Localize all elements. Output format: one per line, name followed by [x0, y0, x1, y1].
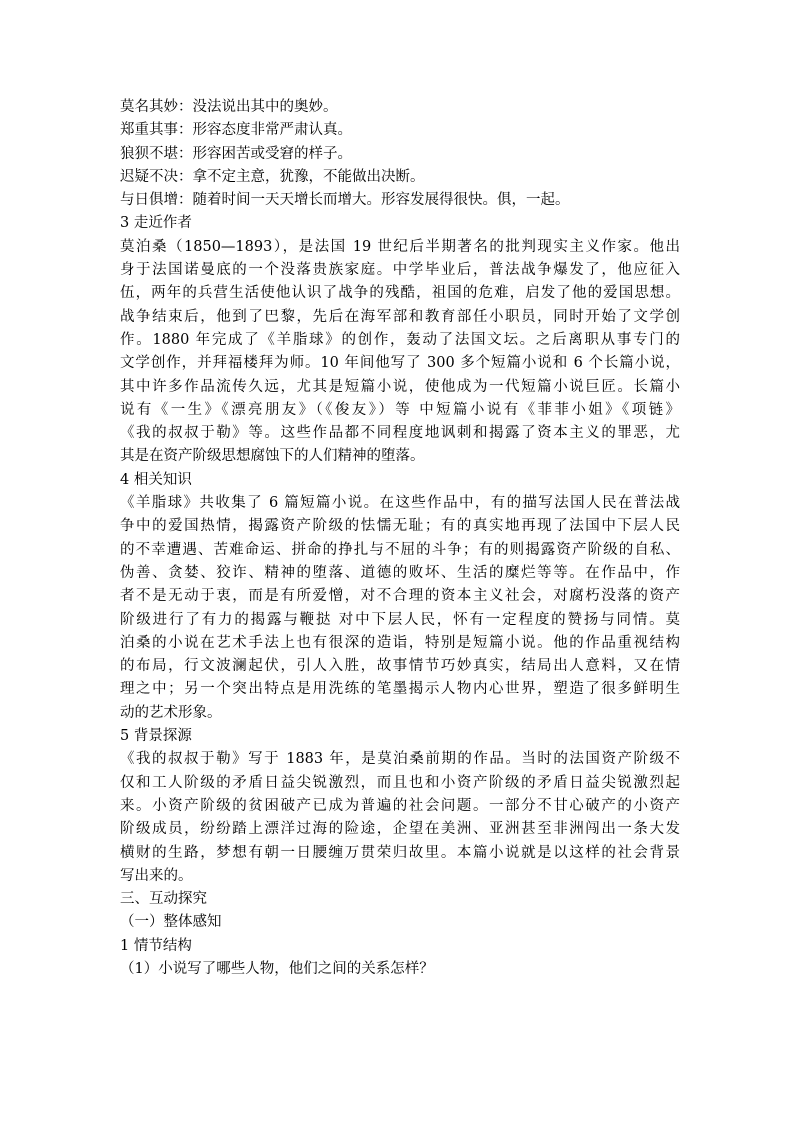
- section-heading-background: 5 背景探源: [120, 728, 192, 745]
- paragraph-line: 仅和工人阶级的矛盾日益尖锐激烈，而且也和小资产阶级的矛盾日益尖锐激烈起: [120, 774, 680, 791]
- vocab-item: 与日俱增：随着时间一天天增长而增大。形容发展得很快。俱，一起。: [120, 192, 570, 209]
- paragraph-line: 的布局，行文波澜起伏，引人入胜，故事情节巧妙真实，结局出人意料，又在情: [120, 658, 680, 675]
- paragraph-line: 的不幸遭遇、苦难命运、拼命的挣扎与不屈的斗争；有的则揭露资产阶级的自私、: [120, 541, 680, 558]
- paragraph-line: 理之中；另一个突出特点是用洗练的笔墨揭示人物内心世界，塑造了很多鲜明生: [120, 681, 680, 698]
- question-text: （1）小说写了哪些人物，他们之间的关系怎样？: [120, 960, 434, 977]
- vocabulary-list: [120, 96, 680, 212]
- paragraph-line: 伪善、贪婪、狡诈、精神的堕落、道德的败坏、生活的糜烂等等。在作品中，作: [120, 564, 680, 581]
- item-heading: 1 情节结构: [120, 937, 192, 954]
- paragraph-line: 其中许多作品流传久远，尤其是短篇小说，使他成为一代短篇小说巨匠。长篇小: [120, 378, 680, 395]
- section-heading-author: 3 走近作者: [120, 215, 192, 232]
- subsection-heading: （一）整体感知: [120, 914, 222, 931]
- paragraph-line: 阶级进行了有力的揭露与鞭挞 对中下层人民，怀有一定程度的赞扬与同情。莫: [120, 611, 680, 628]
- paragraph-line: 《羊脂球》共收集了 6 篇短篇小说。在这些作品中，有的描写法国人民在普法战: [120, 495, 680, 512]
- paragraph-line: 说有《一生》《漂亮朋友》（《俊友》）等 中短篇小说有《菲菲小姐》《项链》: [120, 401, 680, 418]
- vocab-item: 郑重其事：形容态度非常严肃认真。: [120, 122, 352, 139]
- paragraph-line: 战争结束后，他到了巴黎，先后在海军部和教育部任小职员，同时开始了文学创: [120, 308, 680, 325]
- section-heading-knowledge: 4 相关知识: [120, 471, 192, 488]
- paragraph-line: 伍，两年的兵营生活使他认识了战争的残酷，祖国的危难，启发了他的爱国思想。: [120, 285, 680, 302]
- paragraph-line: 《我的叔叔于勒》等。这些作品都不同程度地讽刺和揭露了资本主义的罪恶，尤: [120, 425, 680, 442]
- paragraph-line: 文学创作，并拜福楼拜为师。10 年间他写了 300 多个短篇小说和 6 个长篇小说，: [120, 355, 680, 372]
- paragraph-line: 《我的叔叔于勒》写于 1883 年，是莫泊桑前期的作品。当时的法国资产阶级不: [120, 751, 680, 768]
- author-paragraph: [120, 236, 680, 469]
- paragraph-line: 其是在资产阶级思想腐蚀下的人们精神的堕落。: [120, 448, 425, 465]
- vocab-item: 莫名其妙：没法说出其中的奥妙。: [120, 99, 338, 115]
- paragraph-line: 来。小资产阶级的贫困破产已成为普遍的社会问题。一部分不甘心破产的小资产: [120, 797, 680, 814]
- vocab-item: 迟疑不决：拿不定主意，犹豫，不能做出决断。: [120, 168, 425, 185]
- knowledge-paragraph: [120, 492, 680, 725]
- paragraph-line: 莫泊桑（1850—1893），是法国 19 世纪后半期著名的批判现实主义作家。他出: [120, 238, 680, 255]
- paragraph-line: 写出来的。: [120, 867, 193, 884]
- paragraph-line: 阶级成员，纷纷踏上漂洋过海的险途，企望在美洲、亚洲甚至非洲闯出一条大发: [120, 821, 680, 838]
- document-page: [120, 96, 680, 981]
- paragraph-line: 泊桑的小说在艺术手法上也有很深的造诣，特别是短篇小说。他的作品重视结构: [120, 634, 680, 651]
- paragraph-line: 争中的爱国热情，揭露资产阶级的怯懦无耻；有的真实地再现了法国中下层人民: [120, 518, 680, 535]
- paragraph-line: 身于法国诺曼底的一个没落贵族家庭。中学毕业后，普法战争爆发了，他应征入: [120, 262, 680, 279]
- background-paragraph: [120, 748, 680, 888]
- vocab-item: 狼狈不堪：形容困苦或受窘的样子。: [120, 145, 352, 162]
- paragraph-line: 动的艺术形象。: [120, 704, 222, 721]
- paragraph-line: 者不是无动于衷，而是有所爱憎，对不合理的资本主义社会，对腐朽没落的资产: [120, 588, 680, 605]
- paragraph-line: 横财的生路，梦想有朝一日腰缠万贯荣归故里。本篇小说就是以这样的社会背景: [120, 844, 680, 861]
- paragraph-line: 作。1880 年完成了《羊脂球》的创作，轰动了法国文坛。之后离职从事专门的: [120, 331, 680, 348]
- section-heading-interactive: 三、互动探究: [120, 891, 207, 908]
